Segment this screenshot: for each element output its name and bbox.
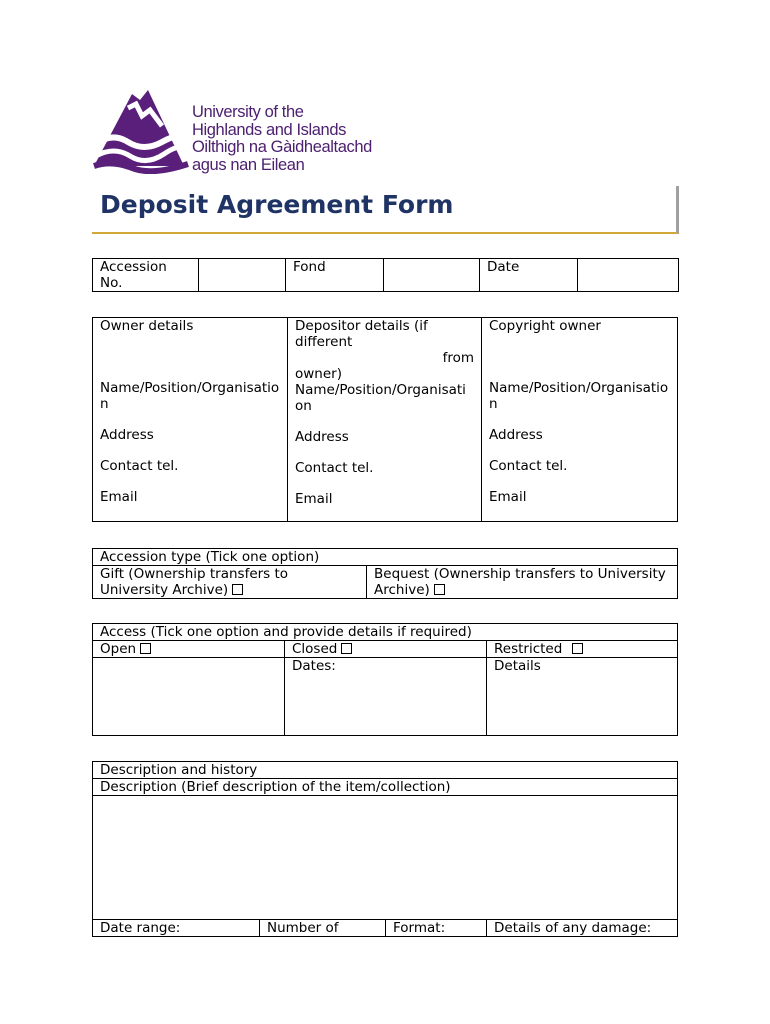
page-title: Deposit Agreement Form xyxy=(100,190,454,219)
restricted-checkbox[interactable] xyxy=(572,643,583,654)
restricted-details-field[interactable] xyxy=(487,658,678,736)
date-label: Date xyxy=(480,259,578,292)
depositor-name-label: Name/Position/Organisation xyxy=(295,382,466,414)
open-label: Open xyxy=(100,641,137,657)
closed-checkbox[interactable] xyxy=(341,643,352,654)
logo-line-1: University of the xyxy=(192,103,304,121)
copyright-tel-label: Contact tel. xyxy=(489,458,568,474)
dates-label: Dates: xyxy=(292,658,336,674)
closed-label: Closed xyxy=(292,641,338,657)
owner-header: Owner details xyxy=(100,318,194,334)
date-field[interactable] xyxy=(578,259,679,292)
logo-line-4: agus nan Eilean xyxy=(192,155,305,174)
damage-label[interactable]: Details of any damage: xyxy=(487,920,678,937)
accession-type-header: Accession type (Tick one option) xyxy=(93,549,678,566)
owner-tel-label: Contact tel. xyxy=(100,458,179,474)
closed-dates-field[interactable] xyxy=(285,658,487,736)
bequest-label: Bequest (Ownership transfers to University Archive) xyxy=(374,566,666,598)
copyright-address-label: Address xyxy=(489,427,543,443)
logo-text xyxy=(192,104,392,174)
university-logo xyxy=(92,86,382,174)
depositor-header-c: owner) xyxy=(295,366,342,382)
description-header: Description and history xyxy=(93,762,678,779)
depositor-header-b: from xyxy=(442,350,474,366)
accession-type-table xyxy=(92,548,678,599)
closed-option[interactable] xyxy=(285,641,487,658)
accession-table xyxy=(92,258,679,292)
access-table xyxy=(92,623,678,736)
fond-label: Fond xyxy=(286,259,384,292)
description-subheader: Description (Brief description of the item/collection) xyxy=(93,779,678,796)
number-of-label[interactable]: Number of xyxy=(260,920,386,937)
details-label: Details xyxy=(494,658,541,674)
owner-details-cell[interactable] xyxy=(93,318,288,522)
depositor-tel-label: Contact tel. xyxy=(295,460,374,476)
description-field[interactable] xyxy=(93,796,678,920)
gift-label: Gift (Ownership transfers to University Archive) xyxy=(100,566,289,598)
depositor-details-cell[interactable] xyxy=(288,318,482,522)
access-header: Access (Tick one option and provide details if required) xyxy=(93,624,678,641)
open-option[interactable] xyxy=(93,641,285,658)
owner-name-label: Name/Position/Organisation xyxy=(100,380,280,412)
copyright-owner-cell[interactable] xyxy=(482,318,678,522)
logo-line-2: Highlands and Islands xyxy=(192,120,346,139)
depositor-email-label: Email xyxy=(295,491,333,507)
fond-field[interactable] xyxy=(384,259,480,292)
title-block xyxy=(92,186,679,234)
format-label[interactable]: Format: xyxy=(386,920,487,937)
depositor-header-a: Depositor details (if different xyxy=(295,318,428,350)
restricted-label: Restricted xyxy=(494,641,563,657)
accession-field[interactable] xyxy=(199,259,286,292)
depositor-address-label: Address xyxy=(295,429,349,445)
restricted-option[interactable] xyxy=(487,641,678,658)
gift-checkbox[interactable] xyxy=(232,584,243,595)
bequest-option[interactable] xyxy=(367,566,678,599)
owner-email-label: Email xyxy=(100,489,138,505)
open-checkbox[interactable] xyxy=(140,643,151,654)
logo-line-3: Oilthigh na Gàidhealtachd xyxy=(192,138,372,156)
bequest-checkbox[interactable] xyxy=(434,584,445,595)
owner-address-label: Address xyxy=(100,427,154,443)
accession-label: Accession No. xyxy=(93,259,199,292)
copyright-email-label: Email xyxy=(489,489,527,505)
logo-emblem-icon xyxy=(92,86,192,174)
gift-option[interactable] xyxy=(93,566,367,599)
copyright-name-label: Name/Position/Organisation xyxy=(489,380,669,412)
date-range-label[interactable]: Date range: xyxy=(93,920,260,937)
description-table xyxy=(92,761,678,937)
parties-table xyxy=(92,317,678,522)
open-details-field[interactable] xyxy=(93,658,285,736)
copyright-header: Copyright owner xyxy=(489,318,601,334)
